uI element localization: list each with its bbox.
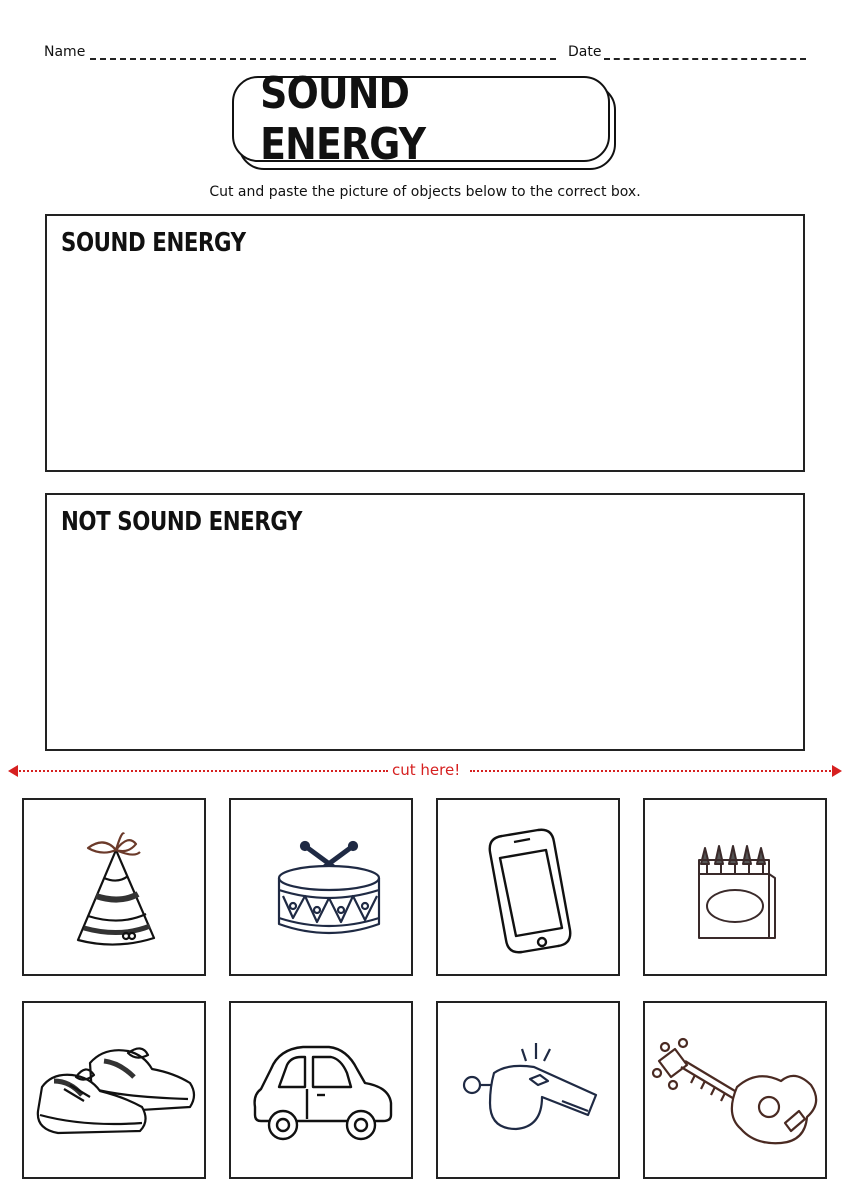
- cut-line: [8, 760, 842, 782]
- drum-icon: [231, 800, 411, 974]
- name-date-line: [44, 40, 814, 68]
- party-hat-icon: [24, 800, 204, 974]
- crayon-box-icon: [645, 800, 825, 974]
- instructions: Cut and paste the picture of objects below to the correct box.: [209, 184, 641, 200]
- date-field[interactable]: [604, 58, 806, 60]
- picture-card-sneakers[interactable]: [22, 1001, 206, 1179]
- cut-here-label: cut here!: [392, 761, 461, 779]
- sneakers-icon: [24, 1003, 204, 1177]
- title-banner: [232, 68, 620, 174]
- title-banner-front: [232, 68, 610, 170]
- picture-card-drum[interactable]: [229, 798, 413, 976]
- date-label: Date: [568, 44, 602, 60]
- whistle-icon: [438, 1003, 618, 1177]
- arrow-right-icon: [832, 765, 842, 777]
- car-icon: [231, 1003, 411, 1177]
- picture-card-crayon-box[interactable]: [643, 798, 827, 976]
- picture-card-whistle[interactable]: [436, 1001, 620, 1179]
- cut-dash-right: [470, 770, 834, 772]
- page-title: SOUND ENERGY: [260, 68, 426, 170]
- name-label: Name: [44, 44, 86, 60]
- not-sound-energy-box[interactable]: [45, 493, 805, 751]
- smartphone-icon: [438, 800, 618, 974]
- box-heading: NOT SOUND ENERGY: [61, 507, 302, 537]
- picture-card-smartphone[interactable]: [436, 798, 620, 976]
- box-heading: SOUND ENERGY: [61, 228, 246, 258]
- cut-dash-left: [16, 770, 388, 772]
- sound-energy-box[interactable]: [45, 214, 805, 472]
- picture-card-car[interactable]: [229, 1001, 413, 1179]
- name-field[interactable]: [90, 58, 556, 60]
- picture-card-party-hat[interactable]: [22, 798, 206, 976]
- guitar-icon: [645, 1003, 825, 1177]
- picture-card-guitar[interactable]: [643, 1001, 827, 1179]
